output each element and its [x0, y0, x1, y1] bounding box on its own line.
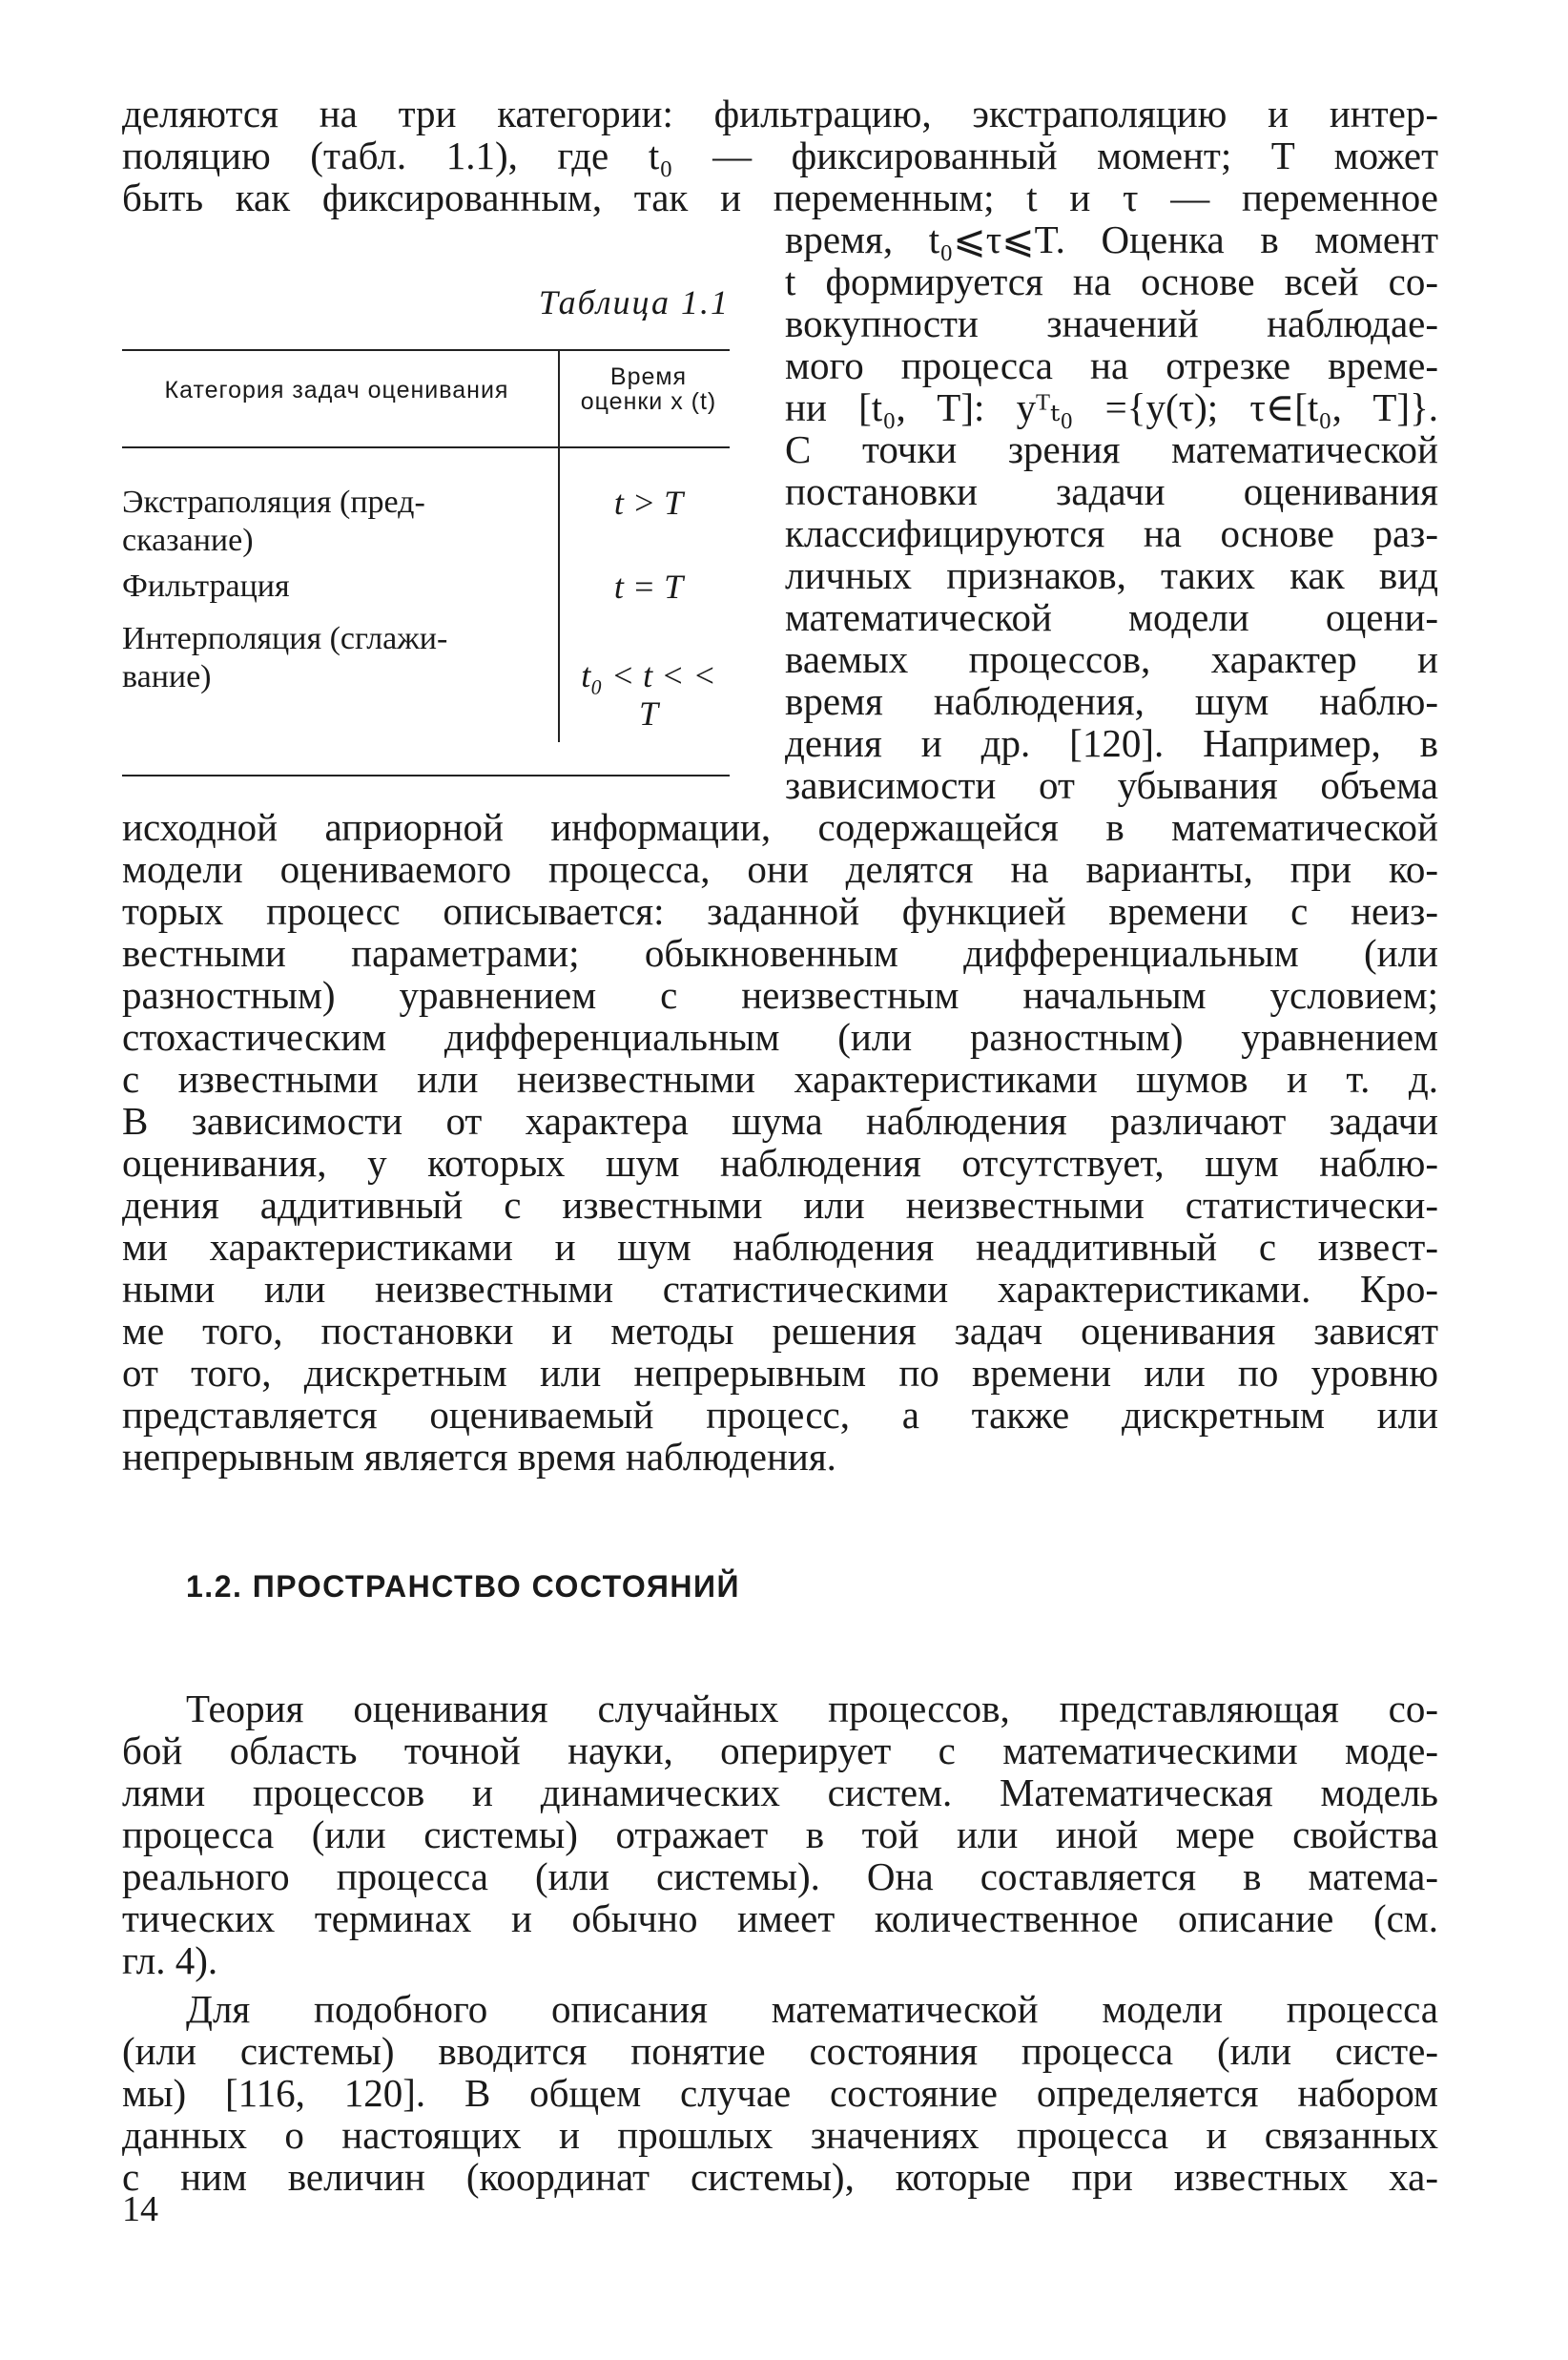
text-line: дения аддитивный с известными или неизвестными статистически- [122, 1183, 1438, 1227]
text-line: время наблюдения, шум наблю- [785, 679, 1438, 723]
text-line: постановки задачи оценивания [785, 469, 1438, 513]
text-line: гл. 4). [122, 1938, 218, 1982]
text-line: классифицируются на основе раз- [785, 511, 1438, 555]
page-number: 14 [122, 2189, 158, 2229]
table-top-rule [122, 349, 730, 351]
text-line: реального процесса (или системы). Она составляется в матема- [122, 1854, 1438, 1898]
text-line: зависимости от убывания объема [785, 763, 1438, 807]
table-cell-category: Экстраполяция (пред-сказание) [122, 485, 425, 558]
table-column-divider [558, 448, 560, 742]
text-line: личных признаков, таких как вид [785, 553, 1438, 597]
text-line: вестными параметрами; обыкновенным дифференциальным (или [122, 931, 1438, 975]
text-line: с известными или неизвестными характеристиками шумов и т. д. [122, 1057, 1438, 1101]
text-line: ни [t₀, T]: yᵀₜ₀ ={y(τ); τ∈[t₀, T]}. [785, 385, 1438, 429]
text-line: ными или неизвестными статистическими характеристиками. Кро- [122, 1267, 1438, 1311]
text-line: торых процесс описывается: заданной функцией времени с неиз- [122, 889, 1438, 933]
text-line: Теория оценивания случайных процессов, представляющая со- [186, 1687, 1438, 1730]
table-header-divider [558, 351, 560, 446]
table-cell-category: Интерполяция (сглажи-вание) [122, 621, 448, 694]
text-line: исходной априорной информации, содержащейся в математической [122, 805, 1438, 849]
text-line: ме того, постановки и методы решения задач оценивания зависят [122, 1309, 1438, 1353]
text-line: с ним величин (координат системы), которые при известных ха- [122, 2155, 1438, 2199]
table-caption: Таблица 1.1 [538, 283, 730, 321]
text-line: бой область точной науки, оперирует с математическими моде- [122, 1729, 1438, 1772]
text-line: деляются на три категории: фильтрацию, экстраполяцию и интер- [122, 92, 1438, 135]
table-header-rule [122, 446, 730, 448]
text-line: процесса (или системы) отражает в той или иной мере свойства [122, 1812, 1438, 1856]
table-header-category: Категория задач оценивания [164, 377, 509, 404]
table-cell-category: Фильтрация [122, 569, 290, 604]
text-line: время, t₀⩽τ⩽T. Оценка в момент [785, 217, 1438, 261]
text-line: модели оцениваемого процесса, они делятся на варианты, при ко- [122, 847, 1438, 891]
text-line: стохастическим дифференциальным (или разностным) уравнением [122, 1015, 1438, 1059]
text-line: представляется оцениваемый процесс, а также дискретным или [122, 1393, 1438, 1437]
text-line: вокупности значений наблюдае- [785, 301, 1438, 345]
text-line: данных о настоящих и прошлых значениях процесса и связанных [122, 2113, 1438, 2157]
text-line: мы) [116, 120]. В общем случае состояние определяется набором [122, 2071, 1438, 2115]
text-line: С точки зрения математической [785, 427, 1438, 471]
text-line: математической модели оцени- [785, 595, 1438, 639]
text-line: В зависимости от характера шума наблюдения различают задачи [122, 1099, 1438, 1143]
text-line: от того, дискретным или непрерывным по времени или по уровню [122, 1351, 1438, 1395]
table-header-time: Время оценки x (t) [580, 363, 717, 415]
section-heading: 1.2. ПРОСТРАНСТВО СОСТОЯНИЙ [186, 1569, 740, 1604]
table-cell-condition: t > T [613, 484, 684, 522]
text-line: разностным) уравнением с неизвестным начальным условием; [122, 973, 1438, 1017]
text-line: t формируется на основе всей со- [785, 259, 1438, 303]
text-line: (или системы) вводится понятие состояния процесса (или систе- [122, 2029, 1438, 2073]
text-line: лями процессов и динамических систем. Математическая модель [122, 1770, 1438, 1814]
text-line: быть как фиксированным, так и переменным; t и τ — переменное [122, 176, 1438, 219]
text-line: тических терминах и обычно имеет количественное описание (см. [122, 1896, 1438, 1940]
text-line: непрерывным является время наблюдения. [122, 1435, 836, 1479]
text-line: ми характеристиками и шум наблюдения неаддитивный с извест- [122, 1225, 1438, 1269]
table-cell-condition: t = T [613, 568, 684, 606]
table-cell-condition: t₀ < t < < T [581, 656, 716, 733]
text-line: оценивания, у которых шум наблюдения отсутствует, шум наблю- [122, 1141, 1438, 1185]
table-bottom-rule [122, 775, 730, 776]
text-line: Для подобного описания математической модели процесса [186, 1987, 1438, 2031]
text-line: дения и др. [120]. Например, в [785, 721, 1438, 765]
text-line: мого процесса на отрезке време- [785, 343, 1438, 387]
text-line: ваемых процессов, характер и [785, 637, 1438, 681]
text-line: поляцию (табл. 1.1), где t₀ — фиксированный момент; T может [122, 134, 1438, 177]
